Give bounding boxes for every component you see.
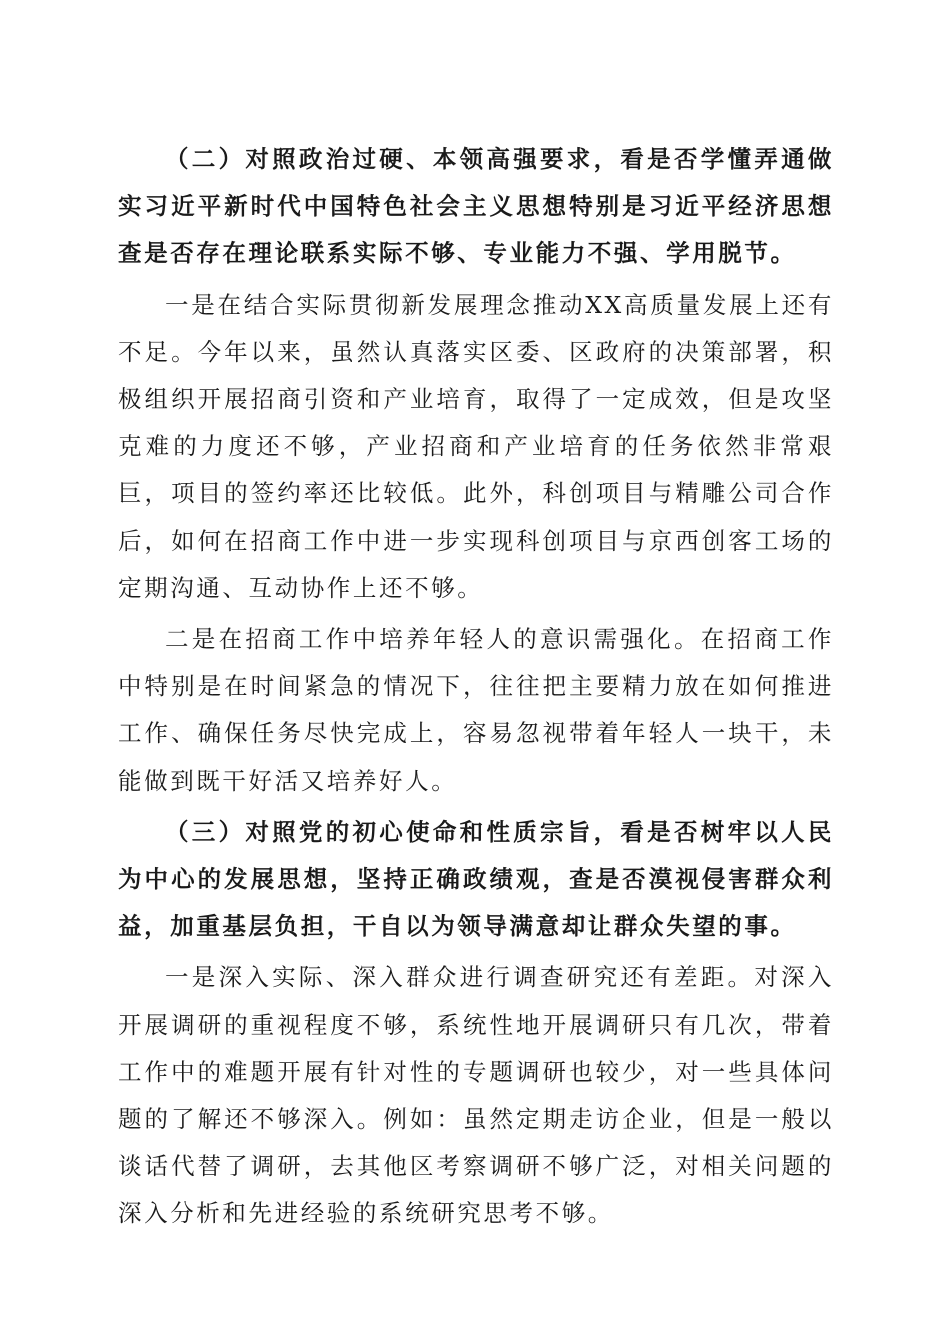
paragraph-item [118, 616, 834, 805]
paragraph-item [118, 954, 834, 1237]
paragraph-lead: 一是在结合实际贯彻新发展理念推动XX高质量发展上还有不足。 [118, 290, 834, 366]
paragraph-item [118, 282, 834, 612]
section-heading-3: （三）对照党的初心使命和性质宗旨，看是否树牢以人民为中心的发展思想，坚持正确政绩观，查是否漠视侵害群众利益，加重基层负担，干自以为领导满意却让群众失望的事。 [118, 817, 834, 941]
section-heading-2: （二）对照政治过硬、本领高强要求，看是否学懂弄通做实习近平新时代中国特色社会主义思想特别是习近平经济思想查是否存在理论联系实际不够、专业能力不强、学用脱节。 [118, 145, 834, 268]
document-page [118, 136, 834, 1238]
paragraph-body: 在招商工作中特别是在时间紧急的情况下，往往把主要精力放在如何推进工作、确保任务尽快完成上，容易忽视带着年轻人一块干，未能做到既干好活又培养好人。 [118, 625, 834, 795]
paragraph-body: 今年以来，虽然认真落实区委、区政府的决策部署，积极组织开展招商引资和产业培育，取得了一定成效，但是攻坚克难的力度还不够，产业招商和产业培育的任务依然非常艰巨，项目的签约率还比较低。此外，科创项目与精雕公司合作后，如何在招商工作中进一步实现科创项目与京西创客工场的定期沟通、互动协作上还不够。 [118, 337, 834, 602]
paragraph-lead: 二是在招商工作中培养年轻人的意识需强化。 [165, 625, 701, 654]
paragraph-lead: 一是深入实际、深入群众进行调查研究还有差距。 [165, 963, 755, 992]
paragraph-body: 对深入开展调研的重视程度不够，系统性地开展调研只有几次，带着工作中的难题开展有针对性的专题调研也较少，对一些具体问题的了解还不够深入。例如：虽然定期走访企业，但是一般以谈话代替了调研，去其他区考察调研不够广泛，对相关问题的深入分析和先进经验的系统研究思考不够。 [118, 963, 834, 1228]
